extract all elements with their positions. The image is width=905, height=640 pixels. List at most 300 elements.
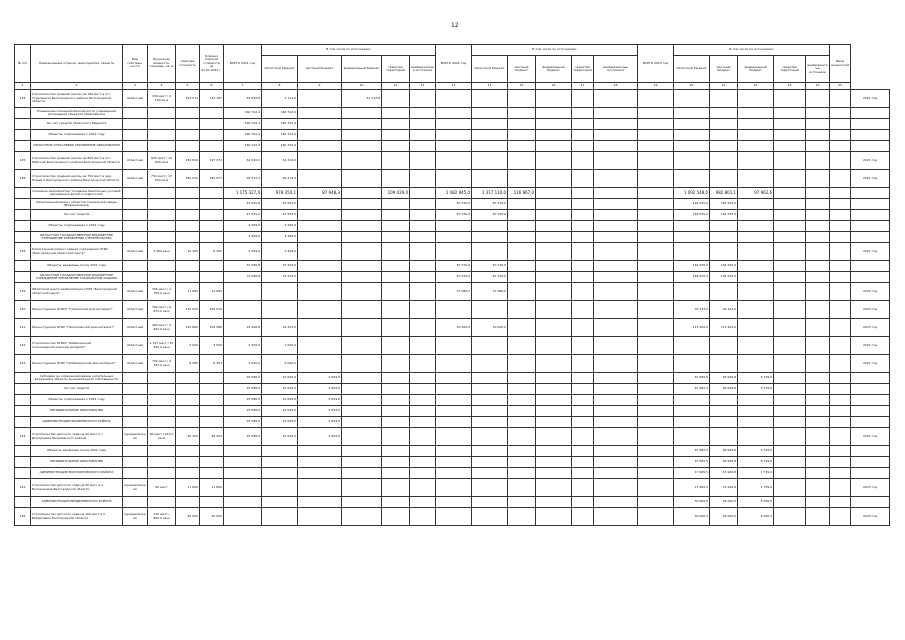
table-cell: 1 739,0 xyxy=(738,479,774,497)
table-cell: 37 086,0 xyxy=(436,283,472,301)
table-cell xyxy=(224,497,262,508)
table-cell: Реконструкция ОГБУ "Прохоровский дом-интернат" xyxy=(31,319,123,337)
table-cell xyxy=(830,373,851,384)
table-cell: 47 815,0 xyxy=(224,210,262,221)
table-cell xyxy=(176,130,200,141)
table-cell xyxy=(410,468,436,479)
table-cell xyxy=(176,417,200,428)
table-cell xyxy=(674,141,710,152)
table-cell xyxy=(148,395,176,406)
table-cell xyxy=(382,355,410,373)
table-cell xyxy=(572,468,594,479)
table-header xyxy=(15,45,890,90)
table-cell xyxy=(298,337,342,355)
table-cell xyxy=(572,141,594,152)
table-cell xyxy=(710,395,738,406)
table-cell xyxy=(382,508,410,526)
table-cell xyxy=(674,395,710,406)
table-cell xyxy=(298,272,342,283)
table-cell: 40 100 xyxy=(176,428,200,446)
table-cell xyxy=(851,232,890,243)
table-cell xyxy=(148,417,176,428)
table-cell xyxy=(774,428,806,446)
table-cell xyxy=(830,221,851,232)
table-cell xyxy=(774,283,806,301)
table-cell xyxy=(638,355,674,373)
table-cell xyxy=(594,261,638,272)
table-cell xyxy=(536,319,572,337)
table-cell: За счет средств областного бюджета xyxy=(31,119,123,130)
table-cell xyxy=(674,90,710,108)
table-cell xyxy=(123,199,148,210)
table-cell xyxy=(806,221,830,232)
table-cell xyxy=(508,417,536,428)
table-cell xyxy=(123,457,148,468)
table-cell xyxy=(176,446,200,457)
table-cell: 87 076,0 xyxy=(436,261,472,272)
table-cell xyxy=(472,108,508,119)
table-cell xyxy=(572,272,594,283)
table-cell xyxy=(436,152,472,170)
table-cell: 22 009,0 xyxy=(262,395,298,406)
table-cell xyxy=(382,232,410,243)
table-cell xyxy=(536,188,572,199)
table-cell: 146 xyxy=(15,508,31,526)
table-cell xyxy=(224,508,262,526)
table-cell xyxy=(342,508,382,526)
table-cell xyxy=(738,243,774,261)
table-cell: 97 962,6 xyxy=(738,188,774,199)
table-cell xyxy=(594,384,638,395)
table-cell xyxy=(508,446,536,457)
table-cell xyxy=(342,243,382,261)
table-cell xyxy=(410,283,436,301)
table-cell xyxy=(710,119,738,130)
column-number: 18 xyxy=(594,83,638,90)
table-cell xyxy=(536,272,572,283)
table-cell xyxy=(298,261,342,272)
table-cell xyxy=(638,468,674,479)
table-cell: 2 114,0 xyxy=(262,90,298,108)
table-cell xyxy=(572,221,594,232)
table-cell xyxy=(410,301,436,319)
table-cell: 5 000,0 xyxy=(224,355,262,373)
table-cell xyxy=(472,301,508,319)
column-header: средства территорий xyxy=(774,56,806,83)
table-cell xyxy=(774,90,806,108)
table-cell xyxy=(410,152,436,170)
table-cell xyxy=(382,406,410,417)
table-cell xyxy=(342,417,382,428)
table-cell xyxy=(200,199,224,210)
column-header: внебюджетные источники xyxy=(594,56,638,83)
table-cell: 164 525,0 xyxy=(710,199,738,210)
table-cell: 164 525,0 xyxy=(710,272,738,283)
table-cell: МУНИЦИПАЛЬНЫЕ ОБРАЗОВАНИЯ xyxy=(31,406,123,417)
table-cell xyxy=(148,457,176,468)
table-cell xyxy=(536,355,572,373)
table-cell xyxy=(200,272,224,283)
table-cell xyxy=(738,108,774,119)
table-cell xyxy=(851,130,890,141)
table-cell xyxy=(508,406,536,417)
table-cell: 143 187 xyxy=(200,90,224,108)
table-cell xyxy=(638,417,674,428)
table-cell xyxy=(436,141,472,152)
table-cell xyxy=(851,272,890,283)
table-cell xyxy=(738,272,774,283)
table-cell: 87 076,0 xyxy=(472,261,508,272)
table-row xyxy=(15,232,890,243)
table-cell xyxy=(410,170,436,188)
table-row xyxy=(15,130,890,141)
table-cell xyxy=(572,130,594,141)
table-cell: Капитальный ремонт объектов социальной сферы (Модернизация) xyxy=(31,199,123,210)
table-cell xyxy=(382,479,410,497)
table-cell: 116 867,0 xyxy=(508,188,536,199)
table-cell: 87 076,0 xyxy=(472,210,508,221)
table-cell xyxy=(262,468,298,479)
table-cell xyxy=(806,243,830,261)
table-cell: областная xyxy=(123,243,148,261)
table-cell: 24 066,8 xyxy=(224,319,262,337)
table-cell xyxy=(410,457,436,468)
column-number: 5 xyxy=(176,83,200,90)
table-cell: Реконструкция ОГБСУ "Губкинский дом-интернат" xyxy=(31,301,123,319)
table-cell: 982 801,1 xyxy=(710,188,738,199)
table-cell xyxy=(298,457,342,468)
table-cell xyxy=(200,108,224,119)
table-cell xyxy=(594,283,638,301)
table-cell xyxy=(806,395,830,406)
table-cell: 50 000,0 xyxy=(674,497,710,508)
table-cell xyxy=(410,508,436,526)
table-row xyxy=(15,457,890,468)
table-cell: 25 586,0 xyxy=(224,395,262,406)
table-cell xyxy=(508,468,536,479)
table-cell xyxy=(472,337,508,355)
table-cell: 87 076,0 xyxy=(436,272,472,283)
table-cell xyxy=(200,497,224,508)
table-cell: МУНИЦИПАЛЬНЫЕ ОБРАЗОВАНИЯ xyxy=(31,457,123,468)
table-cell xyxy=(342,319,382,337)
table-cell xyxy=(176,210,200,221)
column-header: Проектная мощность, площадь, кв. м xyxy=(148,45,176,83)
table-cell xyxy=(638,210,674,221)
table-cell: 2 654,0 xyxy=(298,417,342,428)
table-cell xyxy=(123,272,148,283)
table-cell xyxy=(342,232,382,243)
table-cell xyxy=(710,232,738,243)
table-cell: 143 xyxy=(15,355,31,373)
table-cell xyxy=(200,261,224,272)
table-cell xyxy=(774,457,806,468)
column-number: 16 xyxy=(536,83,572,90)
table-cell xyxy=(410,395,436,406)
table-cell xyxy=(806,272,830,283)
table-cell xyxy=(674,152,710,170)
table-cell: 59 826,8 xyxy=(224,90,262,108)
column-number: 24 xyxy=(806,83,830,90)
table-cell xyxy=(15,272,31,283)
table-row xyxy=(15,283,890,301)
table-cell: Объекты, подлежащие к 2021 году xyxy=(31,395,123,406)
table-cell xyxy=(176,373,200,384)
table-cell xyxy=(710,170,738,188)
table-cell xyxy=(436,417,472,428)
table-cell xyxy=(176,108,200,119)
table-cell xyxy=(342,457,382,468)
table-cell xyxy=(410,210,436,221)
table-cell xyxy=(830,141,851,152)
table-cell: 50 000,0 xyxy=(472,319,508,337)
table-cell xyxy=(830,261,851,272)
table-cell xyxy=(806,319,830,337)
table-cell xyxy=(262,457,298,468)
table-cell: 2 654,0 xyxy=(298,406,342,417)
table-cell xyxy=(806,337,830,355)
table-cell xyxy=(472,479,508,497)
table-cell xyxy=(774,479,806,497)
table-cell xyxy=(536,170,572,188)
table-cell: Строительство детского сада на 60 мест в с. Дмитриевка Яковлевского района xyxy=(31,428,123,446)
table-cell xyxy=(738,428,774,446)
table-cell xyxy=(710,152,738,170)
table-cell xyxy=(382,243,410,261)
table-cell xyxy=(710,221,738,232)
table-cell xyxy=(342,301,382,319)
table-cell xyxy=(436,384,472,395)
table-cell: 2023 год xyxy=(851,301,890,319)
table-cell xyxy=(176,188,200,199)
table-cell xyxy=(436,373,472,384)
table-cell xyxy=(674,283,710,301)
table-cell xyxy=(738,232,774,243)
table-row xyxy=(15,319,890,337)
table-cell xyxy=(738,301,774,319)
table-cell: областная xyxy=(123,337,148,355)
table-row xyxy=(15,221,890,232)
table-cell xyxy=(572,508,594,526)
table-cell: 49 123,0 xyxy=(674,301,710,319)
table-cell: 115 402,0 xyxy=(710,319,738,337)
table-cell xyxy=(830,130,851,141)
table-cell xyxy=(774,301,806,319)
table-cell xyxy=(176,232,200,243)
table-cell: 400 мест / 2 402,0 кв.м xyxy=(148,319,176,337)
table-cell xyxy=(830,457,851,468)
table-cell: Строительство средней школы на 150 мест в пгт. Стрелецкое Белгородского района Белгородской области xyxy=(31,90,123,108)
table-cell xyxy=(436,479,472,497)
table-cell: 160 722,4 xyxy=(224,141,262,152)
table-cell xyxy=(298,446,342,457)
table-cell xyxy=(410,479,436,497)
table-cell: 67 665,5 xyxy=(674,384,710,395)
column-number: 8 xyxy=(262,83,298,90)
table-cell xyxy=(536,468,572,479)
table-cell: 17 665,5 xyxy=(674,479,710,497)
table-cell xyxy=(572,417,594,428)
group-header: В том числе по источникам: xyxy=(262,45,436,56)
table-cell: 136 xyxy=(15,170,31,188)
table-cell xyxy=(806,479,830,497)
table-cell: Повышение пожарной безопасности учреждений (Оснащение объектов образования) xyxy=(31,108,123,119)
table-cell: 43 552,0 xyxy=(262,210,298,221)
table-row xyxy=(15,210,890,221)
table-cell xyxy=(200,141,224,152)
table-cell xyxy=(342,130,382,141)
table-cell xyxy=(806,301,830,319)
table-cell: 164 525,0 xyxy=(710,261,738,272)
table-cell xyxy=(298,508,342,526)
table-cell xyxy=(410,272,436,283)
table-cell xyxy=(710,283,738,301)
table-cell: 37 066,8 xyxy=(224,272,262,283)
table-cell: ОБЛАСТНОЕ ОТРАСЛЕВОЕ УПРАВЛЕНИЕ ОБРАЗОВАНИЯ xyxy=(31,141,123,152)
table-cell: областная xyxy=(123,170,148,188)
table-cell xyxy=(774,508,806,526)
table-cell xyxy=(536,446,572,457)
table-cell: 61 410,0 xyxy=(224,152,262,170)
table-cell xyxy=(572,210,594,221)
table-cell: 160 722,4 xyxy=(224,130,262,141)
table-cell xyxy=(774,406,806,417)
table-cell: 145 xyxy=(15,479,31,497)
table-row xyxy=(15,243,890,261)
table-cell: 4 499,0 xyxy=(262,221,298,232)
table-cell xyxy=(410,355,436,373)
table-cell xyxy=(594,468,638,479)
table-cell xyxy=(508,319,536,337)
table-cell xyxy=(572,170,594,188)
table-cell xyxy=(298,301,342,319)
table-cell: областная xyxy=(123,301,148,319)
table-cell xyxy=(148,384,176,395)
table-cell xyxy=(830,384,851,395)
table-cell xyxy=(15,221,31,232)
table-cell: 2021 год xyxy=(851,243,890,261)
table-cell xyxy=(200,417,224,428)
table-cell: 10 409 xyxy=(176,243,200,261)
table-cell xyxy=(536,141,572,152)
table-cell xyxy=(536,406,572,417)
table-cell xyxy=(436,497,472,508)
table-cell xyxy=(774,468,806,479)
table-cell: 5 000 xyxy=(176,337,200,355)
table-cell xyxy=(123,232,148,243)
table-cell: 11 800 xyxy=(200,479,224,497)
table-cell xyxy=(15,468,31,479)
table-cell xyxy=(806,497,830,508)
table-cell: 61 410,0 xyxy=(262,152,298,170)
table-cell xyxy=(410,384,436,395)
table-cell xyxy=(710,337,738,355)
table-cell xyxy=(508,508,536,526)
table-cell xyxy=(806,355,830,373)
table-cell xyxy=(806,261,830,272)
table-cell xyxy=(536,243,572,261)
table-cell: 160 722,4 xyxy=(262,108,298,119)
table-cell xyxy=(342,479,382,497)
table-cell xyxy=(200,373,224,384)
table-cell xyxy=(176,199,200,210)
table-cell xyxy=(851,141,890,152)
table-cell xyxy=(638,283,674,301)
table-cell xyxy=(298,479,342,497)
table-cell: 4 499,0 xyxy=(262,243,298,261)
table-cell: АДМИНИСТРАЦИЯ ВЕЙДЕЛЕВСКОГО РАЙОНА xyxy=(31,497,123,508)
table-row xyxy=(15,417,890,428)
table-cell xyxy=(410,406,436,417)
table-row xyxy=(15,384,890,395)
table-cell: 320 010 xyxy=(176,170,200,188)
table-cell: 164 525,0 xyxy=(674,272,710,283)
table-cell xyxy=(342,199,382,210)
table-cell xyxy=(638,152,674,170)
table-cell xyxy=(298,199,342,210)
table-cell: 49 123,0 xyxy=(710,301,738,319)
table-cell xyxy=(572,497,594,508)
table-cell xyxy=(806,406,830,417)
table-cell xyxy=(638,221,674,232)
table-cell xyxy=(15,232,31,243)
table-cell xyxy=(594,457,638,468)
table-cell: 2023 год xyxy=(851,508,890,526)
table-cell xyxy=(638,446,674,457)
table-cell xyxy=(594,199,638,210)
table-cell: 1 739,0 xyxy=(738,468,774,479)
table-cell xyxy=(594,373,638,384)
table-cell: 60 мест / 912,0 кв.м xyxy=(148,428,176,446)
table-cell: За счет средств xyxy=(31,210,123,221)
table-cell xyxy=(382,395,410,406)
table-cell xyxy=(638,199,674,210)
table-cell xyxy=(436,221,472,232)
table-cell xyxy=(738,261,774,272)
table-cell xyxy=(851,210,890,221)
table-cell xyxy=(572,283,594,301)
table-cell xyxy=(806,90,830,108)
table-cell: 17 600 xyxy=(176,479,200,497)
table-cell: 1 127 мест / 10 350,0 кв.м xyxy=(148,337,176,355)
table-cell xyxy=(298,170,342,188)
table-row xyxy=(15,395,890,406)
table-cell: муниципальная xyxy=(123,428,148,446)
table-cell xyxy=(774,243,806,261)
table-cell: 56 000 xyxy=(176,508,200,526)
table-cell xyxy=(410,428,436,446)
table-cell xyxy=(806,108,830,119)
table-cell xyxy=(298,319,342,337)
table-cell xyxy=(774,319,806,337)
table-cell xyxy=(410,243,436,261)
table-cell xyxy=(123,141,148,152)
table-cell xyxy=(410,261,436,272)
table-cell xyxy=(436,232,472,243)
table-cell xyxy=(830,210,851,221)
table-cell xyxy=(594,221,638,232)
table-cell xyxy=(436,468,472,479)
table-cell: 2023 год xyxy=(851,479,890,497)
table-cell xyxy=(472,384,508,395)
table-cell xyxy=(382,261,410,272)
table-cell xyxy=(536,508,572,526)
table-cell xyxy=(508,90,536,108)
table-cell: областная xyxy=(123,355,148,373)
table-cell: 5 000,0 xyxy=(738,508,774,526)
table-cell xyxy=(148,108,176,119)
table-cell xyxy=(342,446,382,457)
